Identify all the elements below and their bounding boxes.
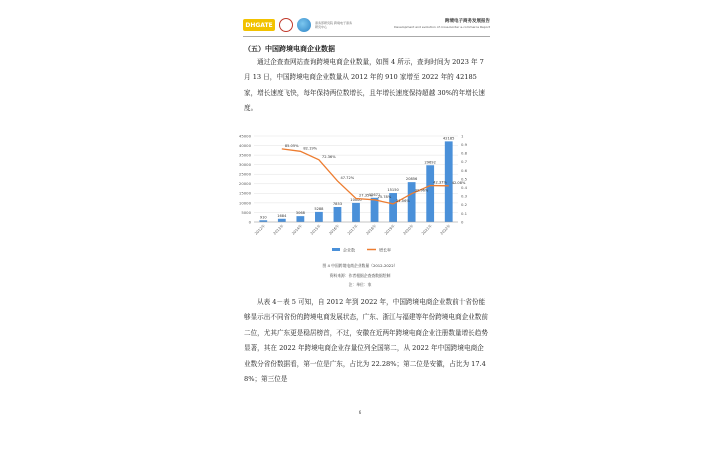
line-value-label: 82.19% [303, 146, 318, 151]
bar-value-label: 15150 [387, 188, 399, 193]
legend-label-line: 增长率 [379, 247, 391, 253]
y2-tick-label: 0.6 [461, 167, 468, 173]
line-value-label: 42.37% [433, 180, 447, 185]
page-number: 6 [358, 410, 362, 415]
y2-tick-label: 0 [461, 219, 464, 225]
section-title: （五）中国跨境电商企业数据 [244, 45, 335, 53]
line-value-label: 47.72% [340, 175, 355, 180]
x-tick-label: 2020年 [402, 223, 415, 236]
y-tick-label: 40000 [238, 142, 251, 148]
line-value-label: 27.35% [359, 193, 373, 198]
bar-value-label: 42185 [443, 136, 455, 141]
x-tick-label: 2014年 [291, 223, 304, 236]
legend-label-bars: 企业数 [343, 247, 355, 253]
y-tick-label: 5000 [241, 209, 251, 215]
x-tick-label: 2021年 [421, 223, 433, 236]
y2-tick-label: 0.5 [461, 176, 468, 182]
y2-tick-label: 0.7 [461, 159, 468, 165]
bar-value-label: 1684 [277, 213, 287, 218]
y2-tick-label: 0.9 [461, 142, 468, 147]
x-tick-label: 2017年 [346, 223, 359, 236]
bar-value-label: 910 [259, 215, 267, 220]
bar [371, 198, 379, 222]
bar [296, 216, 304, 222]
logo-subtitle: 商务部研究院 跨境电子商务研究中心 [315, 21, 352, 29]
line-value-label: 32.96% [414, 188, 429, 193]
dhgate-logo: DHGATE [243, 19, 275, 31]
line-value-label: 21.06% [396, 198, 410, 203]
header-title-cn: 跨境电子商务发展报告 [445, 19, 490, 24]
y-tick-label: 30000 [238, 162, 251, 168]
y-tick-label: 25000 [238, 171, 251, 177]
bar [315, 212, 323, 222]
x-tick-label: 2022年 [439, 223, 452, 236]
header-divider [243, 36, 490, 37]
y2-tick-label: 1 [461, 133, 464, 139]
y-tick-label: 15000 [238, 190, 251, 196]
enterprise-count-chart [216, 128, 504, 263]
x-tick-label: 2015年 [309, 223, 322, 236]
bar-value-label: 3068 [295, 211, 305, 216]
x-tick-label: 2018年 [365, 223, 378, 236]
y-tick-label: 45000 [238, 133, 251, 139]
y2-tick-label: 0.2 [461, 202, 468, 208]
bar-value-label: 10000 [350, 197, 362, 202]
legend-swatch-bars [332, 248, 340, 251]
y-tick-label: 35000 [238, 152, 251, 158]
line-value-label: 85.05% [284, 143, 299, 148]
header-title-en: Development and evolution of cross-border e-commerce Report [394, 25, 490, 29]
bar-value-label: 29692 [424, 160, 436, 165]
paragraph-2: 从表 4－表 5 可知，自 2012 年到 2022 年，中国跨境电商企业数前十省份能够显示出不同省份的跨境电商发展状态，广东、浙江与福建等年份跨境电商企业数前二位，尤其广东更是稳居榜首，不过，安徽在近两年跨境电商企业注册数量增长趋势显著，其在 2022 年跨境电商企业存量位列全国第二，从 2022 年中国跨境电商企业数分省份数据看，第一位是广东，占比为 22.28%；第二位是安徽，占比为 17.48%；第三位是 [244, 298, 488, 384]
x-tick-label: 2016年 [328, 223, 341, 236]
x-tick-label: 2019年 [383, 223, 396, 236]
bar [334, 207, 342, 222]
university-seal-icon [279, 18, 293, 32]
bar-value-label: 5288 [314, 206, 324, 211]
x-tick-label: 2013年 [272, 223, 285, 236]
y2-tick-label: 0.3 [461, 193, 468, 199]
document-page [216, 0, 504, 450]
y-tick-label: 10000 [238, 200, 251, 206]
bar [278, 219, 286, 222]
y-tick-label: 20000 [238, 181, 251, 187]
bar-value-label: 12671 [368, 192, 381, 197]
bar-value-label: 20856 [405, 177, 418, 182]
figure-caption: 图 4 中国跨境电商企业数量（2012-2022） [322, 263, 398, 268]
bar [352, 203, 360, 222]
bar [426, 165, 434, 222]
paragraph-1: 通过企查查网站查询跨境电商企业数量，如图 4 所示，查询时间为 2023 年 7 月 13 日，中国跨境电商企业数量从 2012 年的 910 家增至 2022 年的 42185 家，增长速度飞快，每年保持两位数增长，且年增长速度保持超越 30%的年增长速度。 [244, 58, 485, 113]
line-value-label: 25.78% [377, 194, 392, 199]
chart-legend [332, 247, 391, 253]
globe-logo-icon [297, 18, 311, 32]
y-tick-label: 0 [248, 219, 251, 225]
figure-source: 资料来源：作者根据企查查数据绘制 [329, 273, 391, 278]
running-header [394, 18, 490, 29]
line-value-label: 72.36% [321, 154, 336, 159]
y2-tick-label: 0.4 [461, 185, 468, 190]
header-logos [243, 16, 353, 34]
y2-tick-label: 0.8 [461, 150, 468, 156]
line-value-label: 42.08% [451, 180, 466, 185]
figure-note: 注：单位：家 [348, 282, 372, 287]
x-tick-label: 2012年 [254, 223, 266, 236]
bar-value-label: 7853 [332, 201, 343, 206]
y2-tick-label: 0.1 [461, 210, 468, 216]
